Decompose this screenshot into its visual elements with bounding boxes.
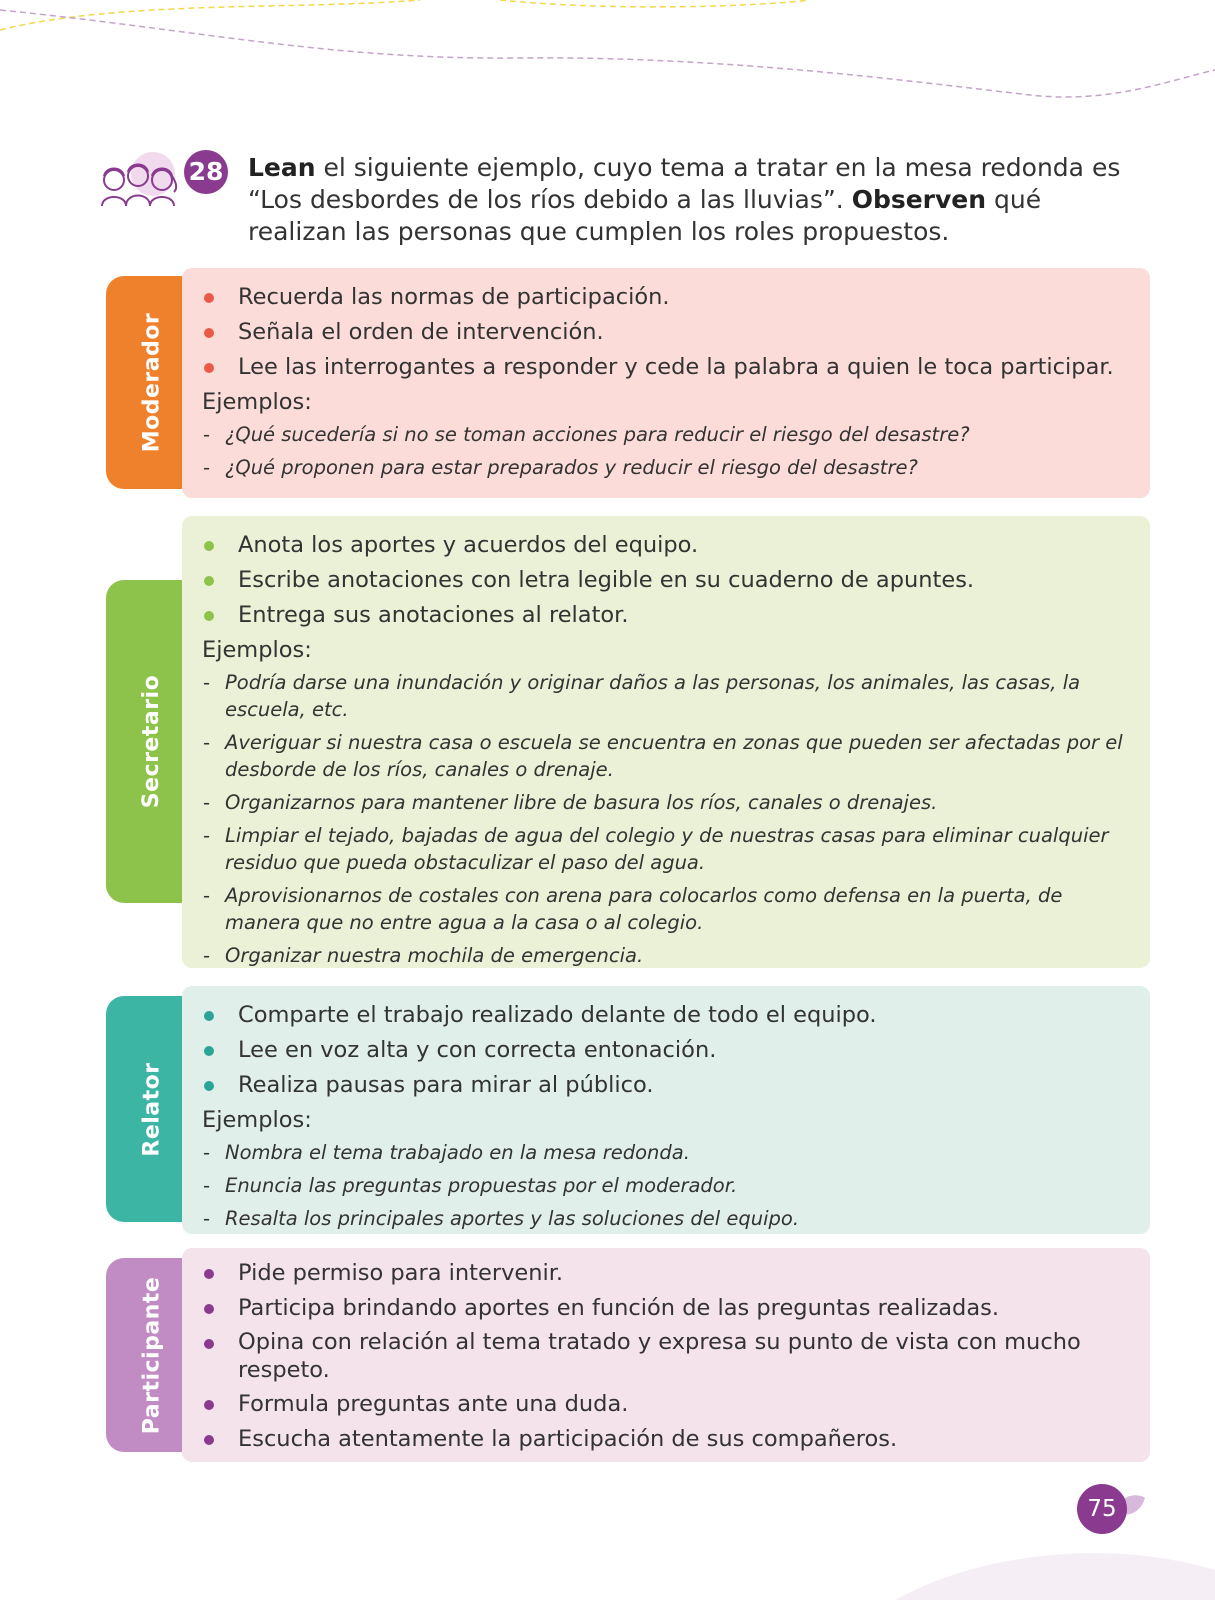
page-number: 75 — [1077, 1484, 1127, 1534]
examples-title: Ejemplos: — [202, 1107, 312, 1133]
list-item: Realiza pausas para mirar al público. — [202, 1070, 1150, 1100]
bullet-list — [202, 1258, 1150, 1454]
example-item: - Aprovisionarnos de costales con arena para colocarlos como defensa en la puerta, de manera que no entre agua a la casa o al colegio. — [202, 882, 1126, 936]
role-box-participante — [182, 1248, 1150, 1462]
role-secretario — [106, 516, 1150, 968]
example-item: - ¿Qué sucedería si no se toman acciones para reducir el riesgo del desastre? — [202, 421, 1150, 448]
role-relator — [106, 986, 1150, 1234]
example-item: - Resalta los principales aportes y las soluciones del equipo. — [202, 1205, 1150, 1232]
list-item: Lee en voz alta y con correcta entonación. — [202, 1035, 1150, 1065]
role-box-moderador — [182, 268, 1150, 498]
examples-list — [202, 669, 1150, 969]
list-item: Escribe anotaciones con letra legible en su cuaderno de apuntes. — [202, 565, 1150, 595]
examples-title: Ejemplos: — [202, 637, 312, 663]
list-item: Entrega sus anotaciones al relator. — [202, 600, 1150, 630]
role-box-relator — [182, 986, 1150, 1234]
top-wave-decoration — [0, 0, 1215, 110]
list-item: Lee las interrogantes a responder y cede la palabra a quien le toca participar. — [202, 352, 1150, 382]
list-item: Pide permiso para intervenir. — [202, 1258, 1126, 1288]
role-box-secretario — [182, 516, 1150, 968]
example-item: - Organizarnos para mantener libre de basura los ríos, canales o drenajes. — [202, 789, 1126, 816]
list-item: Escucha atentamente la participación de sus compañeros. — [202, 1424, 1126, 1454]
examples-title: Ejemplos: — [202, 389, 312, 415]
list-item: Señala el orden de intervención. — [202, 317, 1150, 347]
activity-number-badge: 28 — [184, 150, 228, 194]
activity-text: Lean el siguiente ejemplo, cuyo tema a tratar en la mesa redonda es “Los desbordes de los ríos debido a las lluvias”. Observen qué realizan las personas que cumplen los roles propuestos. — [248, 153, 1121, 246]
bullet-list — [202, 282, 1150, 382]
role-tab-moderador: Moderador — [106, 276, 198, 489]
bullet-list — [202, 530, 1150, 630]
role-tab-secretario: Secretario — [106, 580, 198, 903]
list-item: Recuerda las normas de participación. — [202, 282, 1150, 312]
example-item: - ¿Qué proponen para estar preparados y reducir el riesgo del desastre? — [202, 454, 1150, 481]
role-tab-participante: Participante — [106, 1258, 198, 1452]
list-item: Anota los aportes y acuerdos del equipo. — [202, 530, 1150, 560]
list-item: Participa brindando aportes en función de las preguntas realizadas. — [202, 1293, 1126, 1323]
group-of-children-icon — [98, 150, 188, 214]
role-tab-relator: Relator — [106, 996, 198, 1222]
role-moderador — [106, 268, 1150, 498]
bullet-list — [202, 1000, 1150, 1100]
example-item: - Organizar nuestra mochila de emergencia. — [202, 942, 1126, 969]
example-item: - Enuncia las preguntas propuestas por el moderador. — [202, 1172, 1150, 1199]
examples-list — [202, 1139, 1150, 1232]
example-item: - Averiguar si nuestra casa o escuela se encuentra en zonas que pueden ser afectadas por el desborde de los ríos, canales o drenaje. — [202, 729, 1126, 783]
examples-list — [202, 421, 1150, 481]
list-item: Comparte el trabajo realizado delante de todo el equipo. — [202, 1000, 1150, 1030]
bottom-decoration — [835, 1530, 1215, 1600]
role-participante — [106, 1248, 1150, 1462]
list-item: Opina con relación al tema tratado y expresa su punto de vista con mucho respeto. — [202, 1328, 1126, 1384]
list-item: Formula preguntas ante una duda. — [202, 1389, 1126, 1419]
example-item: - Nombra el tema trabajado en la mesa redonda. — [202, 1139, 1150, 1166]
example-item: - Limpiar el tejado, bajadas de agua del colegio y de nuestras casas para eliminar cualquier residuo que pueda obstaculizar el paso del agua. — [202, 822, 1126, 876]
example-item: - Podría darse una inundación y originar daños a las personas, los animales, las casas, la escuela, etc. — [202, 669, 1126, 723]
